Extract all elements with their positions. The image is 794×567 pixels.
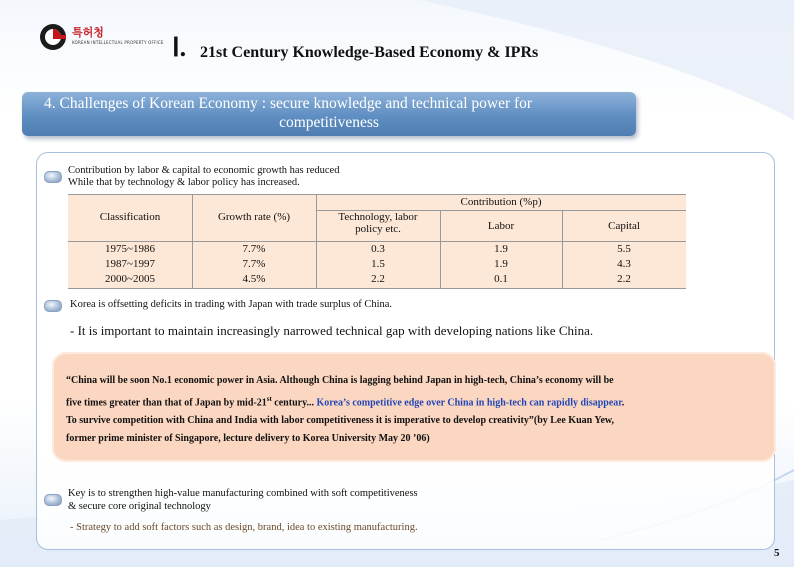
intro-line-1: Contribution by labor & capital to economic growth has reduced [68, 165, 340, 176]
page-title: 21st Century Knowledge-Based Economy & IPRs [200, 44, 539, 61]
table-cell: 0.3 [371, 243, 385, 255]
quote-line-4: former prime minister of Singapore, lecture delivery to Korea University May 20 ’06) [66, 433, 430, 444]
table-cell: 2.2 [371, 273, 385, 285]
quote-line-1: “China will be soon No.1 economic power in Asia. Although China is lagging behind Japan in high-tech, China’s economy will be [66, 375, 614, 386]
table-cell: 1.9 [494, 243, 508, 255]
table-cell: 7.7% [242, 243, 266, 255]
quote-superscript: st [266, 395, 272, 403]
point2-subtext: - It is important to maintain increasingly narrowed technical gap with developing nations like China. [70, 323, 594, 338]
banner-line-2: competitiveness [279, 114, 379, 131]
table-cell: 7.7% [242, 258, 266, 270]
intro-line-2: While that by technology & labor policy has increased. [68, 177, 300, 188]
table-col-header: Capital [608, 220, 640, 232]
bullet-icon [44, 300, 62, 312]
kipo-emblem-icon [38, 22, 68, 52]
table-cell: 4.5% [242, 273, 266, 285]
point3-subtext: - Strategy to add soft factors such as design, brand, idea to existing manufacturing. [70, 522, 418, 533]
table-cell: 2000~2005 [105, 273, 155, 285]
page-number: 5 [774, 547, 780, 559]
table-group-header: Contribution (%p) [460, 196, 542, 208]
quote-line-3: To survive competition with China and India with labor competitiveness it is imperative to develop creativity”(by Lee Kuan Yew, [66, 415, 615, 426]
point3-line-1: Key is to strengthen high-value manufacturing combined with soft competitiveness [68, 488, 418, 499]
kipo-logo [38, 22, 164, 54]
quote-box [52, 352, 776, 462]
table-border-top [68, 194, 686, 195]
table-col-header: Classification [99, 211, 161, 223]
logo-org-subtitle: KOREAN INTELLECTUAL PROPERTY OFFICE [72, 40, 164, 45]
bullet-icon [44, 494, 62, 506]
quote-line-2-end: . [621, 397, 625, 409]
table-cell: 2.2 [617, 273, 631, 285]
table-cell: 4.3 [617, 258, 631, 270]
contribution-table [68, 194, 686, 288]
banner-line-1: 4. Challenges of Korean Economy : secure knowledge and technical power for [44, 95, 533, 112]
quote-line-2-start: five times greater than that of Japan by mid-21 [66, 397, 267, 409]
logo-org-name: 특허청 [72, 26, 104, 39]
table-col-header: Technology, labor policy etc. [338, 211, 418, 235]
quote-highlight: Korea’s competitive edge over China in high-tech can rapidly disappear [316, 397, 622, 409]
bullet-icon [44, 171, 62, 183]
section-banner [22, 92, 636, 136]
table-cell: 1975~1986 [105, 243, 155, 255]
table-col-header: Growth rate (%) [217, 211, 291, 223]
point2-text: Korea is offsetting deficits in trading with Japan with trade surplus of China. [70, 299, 393, 310]
table-cell: 1.9 [494, 258, 508, 270]
quote-line-2-mid: century... [271, 397, 317, 409]
point3-line-2: & secure core original technology [68, 501, 211, 512]
section-number: Ⅰ. [172, 33, 187, 62]
table-cell: 1.5 [371, 258, 385, 270]
table-border-bottom [68, 288, 686, 289]
quote-line-2 [66, 395, 624, 408]
table-cell: 5.5 [617, 243, 631, 255]
table-header-divider [68, 241, 686, 242]
table-cell: 0.1 [494, 273, 508, 285]
table-col-header: Labor [487, 220, 515, 232]
table-cell: 1987~1997 [105, 258, 155, 270]
